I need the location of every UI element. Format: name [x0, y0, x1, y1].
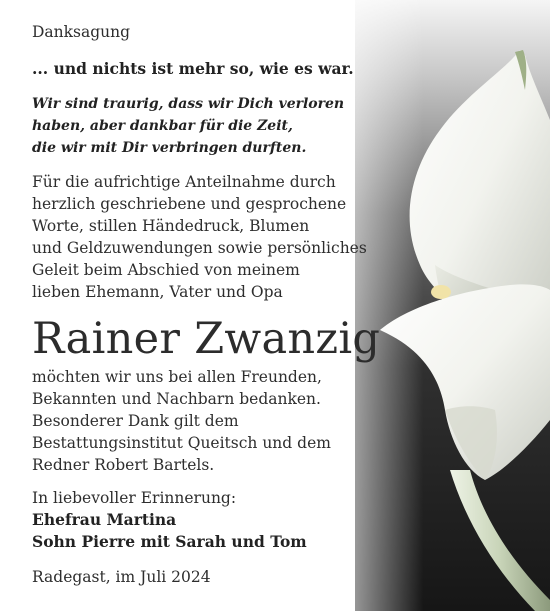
intro-line-3: Worte, stillen Händedruck, Blumen [32, 217, 310, 235]
deceased-name: Rainer Zwanzig [32, 314, 381, 364]
intro-line-6: lieben Ehemann, Vater und Opa [32, 283, 283, 301]
mourner-1: Ehefrau Martina [32, 510, 177, 529]
thanks-line-5: Redner Robert Bartels. [32, 456, 215, 474]
poem-line-2: haben, aber dankbar für die Zeit, [32, 118, 293, 134]
intro-line-5: Geleit beim Abschied von meinem [32, 261, 300, 279]
poem-line-1: Wir sind traurig, dass wir Dich verloren [32, 96, 345, 112]
calla-lily-icon [355, 0, 550, 611]
poem-line-3: die wir mit Dir verbringen durften. [32, 140, 307, 156]
thanks-line-2: Bekannten und Nachbarn bedanken. [32, 390, 321, 408]
thanks-line-3: Besonderer Dank gilt dem [32, 412, 239, 430]
thanks-line-4: Bestattungsinstitut Queitsch und dem [32, 434, 331, 452]
memory-label: In liebevoller Erinnerung: [32, 489, 237, 507]
place-date: Radegast, im Juli 2024 [32, 568, 211, 586]
intro-line-2: herzlich geschriebene und gesprochene [32, 195, 347, 213]
motto: ... und nichts ist mehr so, wie es war. [32, 59, 354, 78]
heading: Danksagung [32, 23, 131, 41]
mourner-2: Sohn Pierre mit Sarah und Tom [32, 532, 307, 551]
intro-line-1: Für die aufrichtige Anteilnahme durch [32, 173, 336, 191]
intro-line-4: und Geldzuwendungen sowie persönliches [32, 239, 367, 257]
thanks-line-1: möchten wir uns bei allen Freunden, [32, 368, 322, 386]
calla-lily-image [355, 0, 550, 611]
